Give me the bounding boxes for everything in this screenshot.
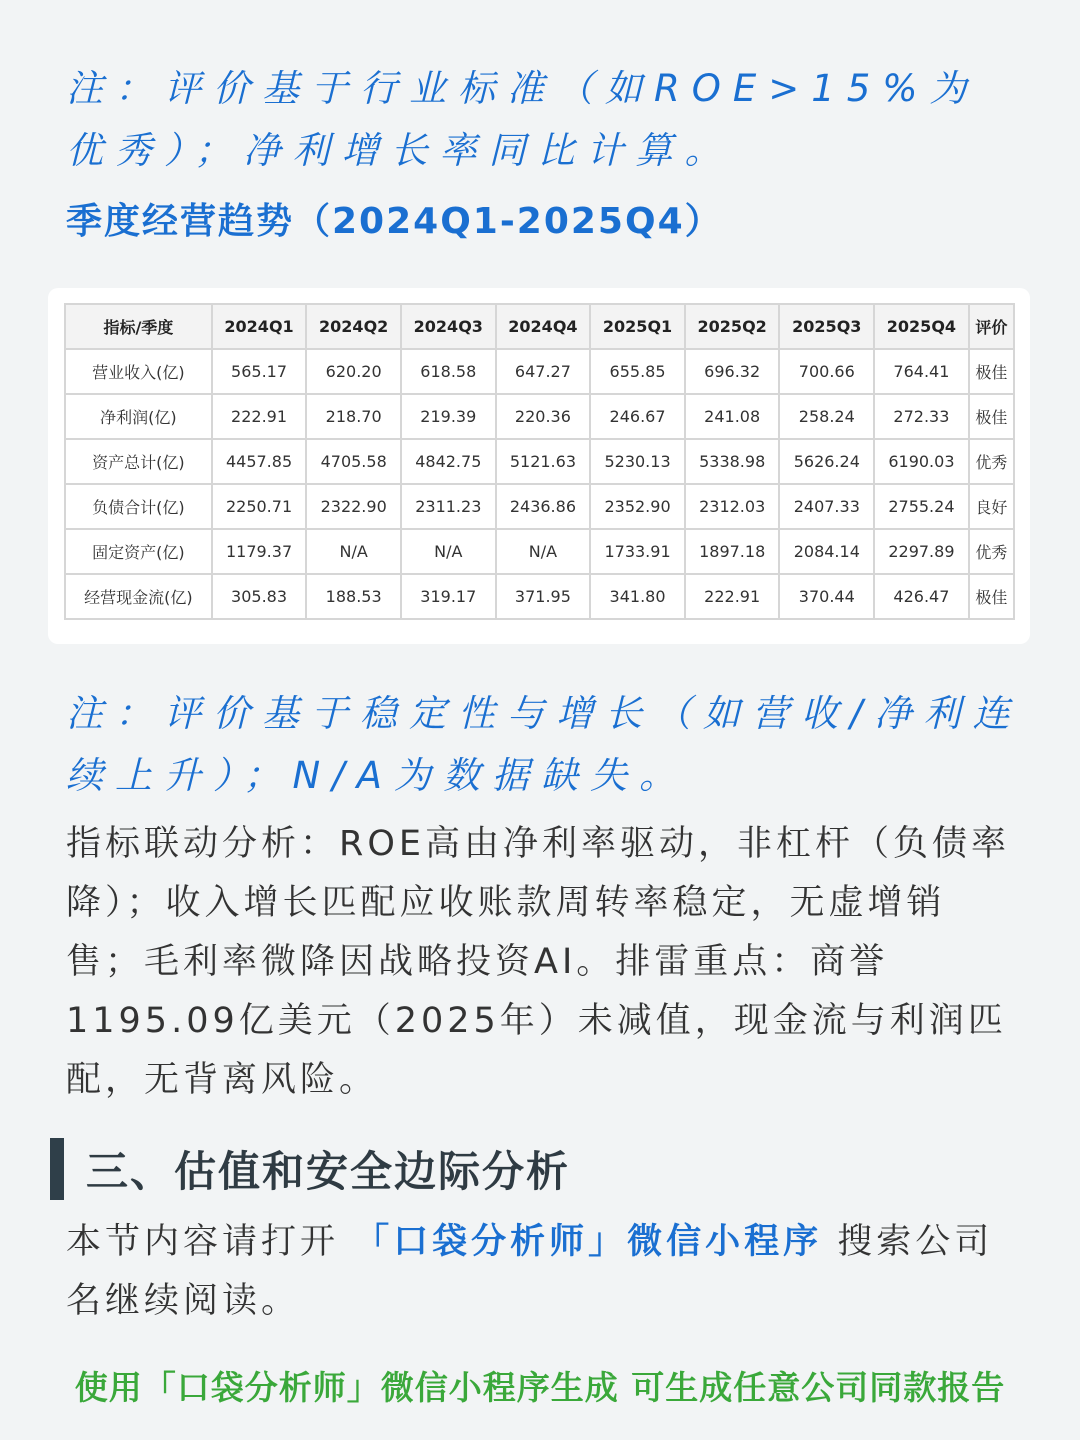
section-header [50,1138,570,1200]
table-header-cell: 评价 [969,304,1014,349]
table-cell: 6190.03 [874,439,969,484]
table-header-cell: 2025Q2 [685,304,780,349]
table-header-cell: 2025Q1 [590,304,685,349]
table-cell: 2352.90 [590,484,685,529]
table-cell: 764.41 [874,349,969,394]
table-cell: 655.85 [590,349,685,394]
continue-reading-text [66,1213,1016,1331]
table-row [65,439,1014,484]
table-cell: 2436.86 [496,484,591,529]
table-row [65,394,1014,439]
table-row [65,484,1014,529]
quarterly-trend-table [64,303,1015,620]
table-card [48,288,1030,644]
table-cell: 219.39 [401,394,496,439]
continue-text-after: 搜索公司名继续阅读。 [66,1222,994,1321]
table-cell: 246.67 [590,394,685,439]
table-cell: 620.20 [306,349,401,394]
table-row [65,349,1014,394]
table-cell: 319.17 [401,574,496,619]
table-cell: 2755.24 [874,484,969,529]
table-cell: 696.32 [685,349,780,394]
table-cell: 4457.85 [212,439,307,484]
table-row-label: 净利润(亿) [65,394,212,439]
table-rating-cell: 极佳 [969,394,1014,439]
table-rating-cell: 极佳 [969,349,1014,394]
table-row-label: 营业收入(亿) [65,349,212,394]
table-cell: 647.27 [496,349,591,394]
table-row-label: 经营现金流(亿) [65,574,212,619]
table-cell: 272.33 [874,394,969,439]
table-cell: 2322.90 [306,484,401,529]
table-body [65,349,1014,619]
table-cell: 5230.13 [590,439,685,484]
rating-note-industry: 注：评价基于行业标准（如ROE>15%为优秀）；净利增长率同比计算。 [66,67,979,172]
table-header-row [65,304,1014,349]
table-header-cell: 2024Q2 [306,304,401,349]
table-row-label: 资产总计(亿) [65,439,212,484]
table-row [65,529,1014,574]
table-cell: 2407.33 [779,484,874,529]
mini-program-link[interactable]: 「口袋分析师」微信小程序 [354,1222,823,1262]
table-rating-cell: 良好 [969,484,1014,529]
table-rating-cell: 优秀 [969,439,1014,484]
table-cell: 2312.03 [685,484,780,529]
table-header-cell: 指标/季度 [65,304,212,349]
table-row-label: 负债合计(亿) [65,484,212,529]
table-cell: 341.80 [590,574,685,619]
table-cell: 618.58 [401,349,496,394]
table-cell: 222.91 [212,394,307,439]
table-cell: 5338.98 [685,439,780,484]
table-rating-cell: 极佳 [969,574,1014,619]
table-header-cell: 2025Q4 [874,304,969,349]
table-cell: 370.44 [779,574,874,619]
table-cell: 565.17 [212,349,307,394]
table-cell: N/A [306,529,401,574]
table-header-cell: 2024Q3 [401,304,496,349]
table-cell: N/A [401,529,496,574]
continue-text-before: 本节内容请打开 [66,1222,355,1262]
section-accent-bar [50,1138,64,1200]
table-header-cell: 2024Q4 [496,304,591,349]
quarterly-trend-title: 季度经营趋势（2024Q1-2025Q4） [66,201,723,242]
table-rating-cell: 优秀 [969,529,1014,574]
table-cell: 4842.75 [401,439,496,484]
table-cell: N/A [496,529,591,574]
table-header-cell: 2025Q3 [779,304,874,349]
table-row-label: 固定资产(亿) [65,529,212,574]
table-cell: 4705.58 [306,439,401,484]
table-cell: 218.70 [306,394,401,439]
table-cell: 188.53 [306,574,401,619]
rating-note-stability: 注：评价基于稳定性与增长（如营收/净利连续上升）；N/A为数据缺失。 [66,692,1022,797]
table-cell: 5121.63 [496,439,591,484]
table-header-cell: 2024Q1 [212,304,307,349]
table-cell: 220.36 [496,394,591,439]
table-row [65,574,1014,619]
indicator-analysis-text: 指标联动分析：ROE高由净利率驱动，非杠杆（负债率降）；收入增长匹配应收账款周转率稳定，无虚增销售；毛利率微降因战略投资AI。排雷重点：商誉1195.09亿美元（2025年）未减值，现金流与利润匹配，无背离风险。 [66,824,1010,1100]
table-cell: 426.47 [874,574,969,619]
section-title: 三、估值和安全边际分析 [86,1147,571,1196]
table-cell: 305.83 [212,574,307,619]
footer-promo: 使用「口袋分析师」微信小程序生成 可生成任意公司同款报告 [74,1368,1006,1407]
table-cell: 258.24 [779,394,874,439]
table-cell: 5626.24 [779,439,874,484]
table-cell: 2250.71 [212,484,307,529]
table-cell: 371.95 [496,574,591,619]
table-cell: 222.91 [685,574,780,619]
table-cell: 2084.14 [779,529,874,574]
table-cell: 2311.23 [401,484,496,529]
table-cell: 2297.89 [874,529,969,574]
table-cell: 1179.37 [212,529,307,574]
table-cell: 1897.18 [685,529,780,574]
table-cell: 241.08 [685,394,780,439]
table-cell: 1733.91 [590,529,685,574]
table-cell: 700.66 [779,349,874,394]
